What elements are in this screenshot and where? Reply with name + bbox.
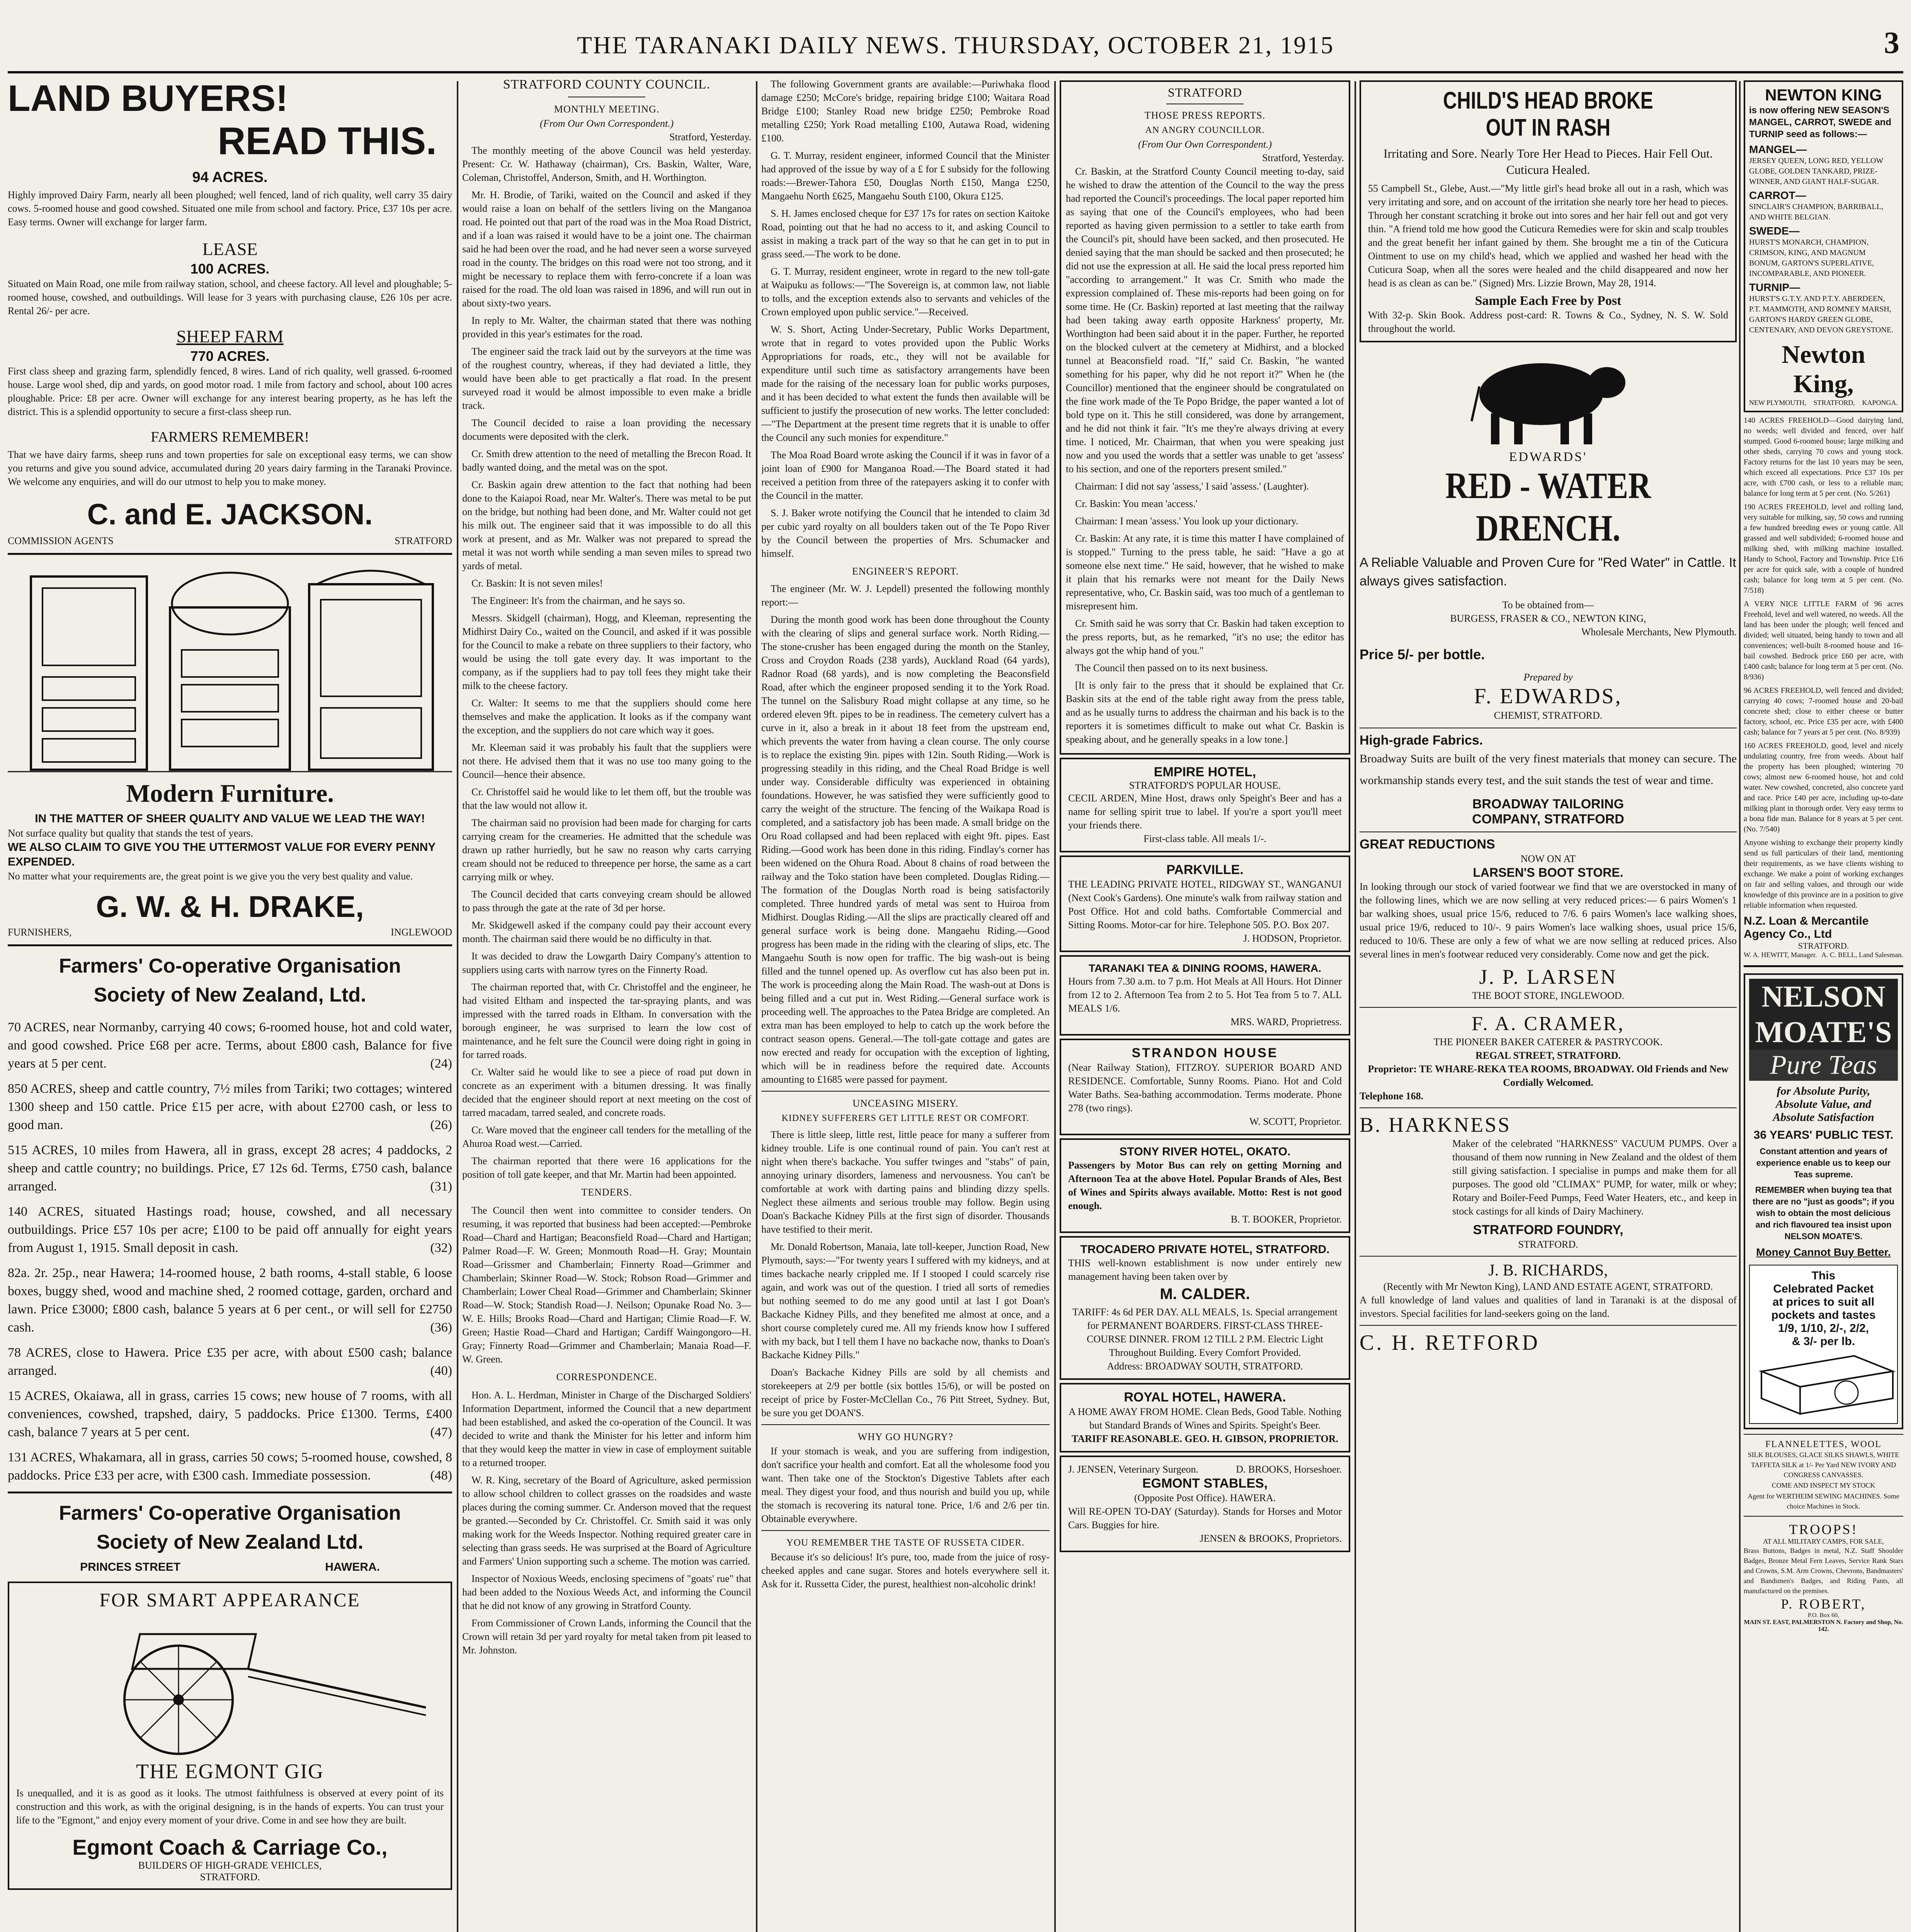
probert-box: P.O. Box 60, <box>1807 1612 1840 1619</box>
article-paragraph: S. J. Baker wrote notifying the Council that he intended to claim 3d per cubic yard royalty on all boulders taken out of the Te Popo River by the Council between the properties of Mrs. Schumacker and himself. <box>761 507 1050 559</box>
engineer-report-heading: ENGINEER'S REPORT. <box>852 566 959 577</box>
trocadero-owner: M. CALDER. <box>1160 1286 1250 1303</box>
stony-river-text: Passengers by Motor Bus can rely on getting Morning and Afternoon Tea at the above Hotel. Popular Brands of Ales, Best of Wines and Spirits always available. Motto: Rest is not good enough. <box>1068 1160 1342 1211</box>
parkville-proprietor: J. HODSON, Proprietor. <box>1243 933 1342 944</box>
packet-line: pockets and tastes <box>1771 1309 1876 1321</box>
read-this-heading: READ THIS. <box>218 119 437 163</box>
reductions-heading: GREAT REDUCTIONS <box>1360 837 1495 852</box>
taranaki-tea-text: Hours from 7.30 a.m. to 7 p.m. Hot Meals at All Hours. Hot Dinner from 12 to 2. Afternoon Tea from 2 to 5. Hot Tea from 5 to 7. ALL MEALS 1/6. <box>1068 976 1342 1014</box>
listing-number: (40) <box>430 1364 452 1378</box>
furniture-text: No matter what your requirements are, the great point is we give you the very best quality and value. <box>8 871 413 882</box>
strandon-proprietor: W. SCOTT, Proprietor. <box>1249 1116 1342 1127</box>
coop-heading: Farmers' Co-operative Organisation <box>59 955 401 977</box>
taranaki-tea-ad <box>1060 955 1350 1036</box>
lease-subheading: 100 ACRES. <box>190 261 270 277</box>
sheep-farm-text: First class sheep and grazing farm, splendidly fenced, 8 wires. Land of rich quality, well grassed. 6-roomed house. Large wool shed, dip and yards, on good motor road. 1 mile from factory and school, about 100 acres ploughable. Price: £8 per acre. Owner will exchange for any interest bearing property, as he has left the district. This is a splendid opportunity to secure a first-class sheep run. <box>8 366 452 417</box>
newspaper-title: THE TARANAKI DAILY NEWS. THURSDAY, OCTOBER 21, 1915 <box>577 31 1334 59</box>
correspondence-body <box>462 1388 751 1657</box>
article-paragraph: W. R. King, secretary of the Board of Agriculture, asked permission to allow school children to collect grasses on the roadsides and waste places during the coming summer. Cr. Anderson moved that the request be granted.—Seconded by Cr. Christoffel. Cr. Smith said it was only making work for the Weeds Inspector. Nothing required greater care in selecting than grass seeds. He was surprised at the Board of Agriculture and Farmers' Union supporting such a scheme. The motion was carried. <box>462 1475 751 1567</box>
egmont-stables-text: Will RE-OPEN TO-DAY (Saturday). Stands for Horses and Motor Cars. Buggies for hire. <box>1068 1506 1342 1531</box>
coop-heading: Farmers' Co-operative Organisation <box>59 1502 401 1524</box>
packet-panel <box>1749 1265 1898 1424</box>
newton-king-intro: is now offering NEW SEASON'S MANGEL, CARROT, SWEDE and TURNIP seed as follows:— <box>1749 105 1892 139</box>
royal-hotel-ad <box>1060 1383 1350 1452</box>
nelson-remember: REMEMBER when buying tea that there are no "just as goods"; if you wish to obtain the most delicious and rich flavoured tea insist upon NELSON MOATE'S. <box>1753 1185 1894 1241</box>
mangel-label: MANGEL— <box>1749 143 1807 155</box>
article-dateline: Stratford, Yesterday. <box>669 131 751 143</box>
fabrics-heading: High-grade Fabrics. <box>1360 733 1483 748</box>
nelson-moates-ad <box>1744 973 1903 1429</box>
coop-street: PRINCES STREET <box>80 1561 181 1573</box>
larsen-name: J. P. LARSEN <box>1479 965 1617 988</box>
article-paragraph: Cr. Baskin: It is not seven miles! <box>471 578 603 589</box>
loan-agency-farms <box>1744 415 1903 911</box>
loan-salesman: A. C. BELL, Land Salesman. <box>1821 951 1903 959</box>
egmont-gig-ad <box>8 1582 452 1890</box>
trocadero-tariff: TARIFF: 4s 6d PER DAY. ALL MEALS, 1s. Special arrangement for PERMANENT BOARDERS. FIRST-CLASS THREE-COURSE DINNER. FROM 12 TILL 2 P.M. Electric Light Throughout Building. Every Comfort Provided. <box>1072 1306 1338 1358</box>
swede-label: SWEDE— <box>1749 225 1800 237</box>
satisfaction-line: Absolute Satisfaction <box>1773 1111 1874 1124</box>
public-test-heading: 36 YEARS' PUBLIC TEST. <box>1753 1129 1894 1141</box>
trocadero-ad <box>1060 1236 1350 1380</box>
column-rule <box>1739 81 1741 1932</box>
article-paragraph: Mr. H. Brodie, of Tariki, waited on the Council and asked if they would raise a loan on behalf of the settlers living on the Manganoa road. He pointed out that part of the road was in the Moa Road District, and if a loan was raised it would have to be a joint one. The chairman said he had been over the road, and he had never seen a worse surveyed road in the county. The bridges on this road were not too strong, and it might be necessary to replace them with ferro-concrete if a loan was raised for the road. The old loan was raised in 1896, and will run out in about sixty-two years. <box>462 189 751 309</box>
listing-title: 94 ACRES. <box>192 169 268 185</box>
richards-name: J. B. RICHARDS, <box>1488 1262 1608 1279</box>
loan-agency-staff <box>1744 951 1903 959</box>
article-title: STRATFORD <box>1167 85 1242 99</box>
coop-subheading: Society of New Zealand Ltd. <box>96 1531 364 1553</box>
newton-king-signature: Newton King, <box>1782 340 1865 398</box>
taranaki-tea-name: TARANAKI TEA & DINING ROOMS, HAWERA. <box>1089 962 1321 974</box>
trocadero-name: TROCADERO PRIVATE HOTEL, STRATFORD. <box>1080 1243 1330 1256</box>
article-paragraph: Chairman: I did not say 'assess,' I said 'assess.' (Laughter). <box>1075 481 1309 492</box>
cuticura-text: 55 Campbell St., Glebe, Aust.—"My little girl's head broke all out in a rash, which was very irritating and sore, and on account of the irritation she nearly tore her head to pieces. Through her constant scratching it broke out into sores and her hair fell out and got very thin. "A friend told me how good the Cuticura Remedies were for skin and scalp troubles and the great benefit her infant gained by them. She brought me a tin of the Cuticura Ointment to use on my child's head, which we applied and washed her head with the Cuticura Soap, when all the sores were healed and the child disappeared and now her head is as clean as can be." (Signed) Mrs. Lizzie Brown, May 28, 1914. <box>1368 183 1728 289</box>
drench-text: A Reliable Valuable and Proven Cure for "Red Water" in Cattle. It always gives satisfaction. <box>1360 555 1736 588</box>
correspondence-heading: CORRESPONDENCE. <box>556 1371 657 1383</box>
listing-text: Highly improved Dairy Farm, nearly all been ploughed; well fenced, land of rich quality, well carry 35 dairy cows. 5-roomed house and good cowshed. Situated one mile from school and factory. Price, £37 10s per acre. Easy terms. Owner will exchange for larger farm. <box>8 189 452 228</box>
article-paragraph: The engineer said the track laid out by the surveyors at the time was of the roughest country, whereas, if they had deviated a little, they would have been able to get practically a flat road. In the present surveyed road it would be almost impossible to even make a bridle track. <box>462 346 751 411</box>
jackson-occupation: COMMISSION AGENTS <box>8 535 114 546</box>
russeta-paragraph: Because it's so delicious! It's pure, too, made from the juice of rosy-cheeked apples and cane sugar. Stores and hotels everywhere sell it. Ask for it. Russetta Cider, the purest, healthiest non-alcoholic drink! <box>761 1551 1050 1590</box>
listing-text: 82a. 2r. 25p., near Hawera; 14-roomed house, 2 bath rooms, 4-stall stable, 6 loose boxes, buggy shed, wood and machine shed, 2 roomed cottage, garden, orchard and lawn. Price £3000; £800 cash, balance 5 years at 6 per cent., or will sell for £2750 cash. <box>8 1266 452 1335</box>
troops-heading: TROOPS! <box>1789 1522 1858 1537</box>
article-paragraph: The Moa Road Board wrote asking the Council if it was in favor of a joint loan of £900 for Manganoa Road.—The Board stated it had received a petition from three of the ratepayers asking it to confer with the Council in the matter. <box>761 449 1050 501</box>
why-hungry-paragraph: If your stomach is weak, and you are suffering from indigestion, don't sacrifice your health and comfort. Eat all the wholesome food you want. Then take one of the Stockton's Digestive Tablets after each meal. They digest your food, and thus nourish and build you up, while the stomach is recovering its natural tone. Price, 1/6 and 2/6 per tin. Obtainable everywhere. <box>761 1446 1050 1524</box>
egmont-stables-owners <box>1068 1463 1342 1476</box>
probert-name: P. ROBERT, <box>1781 1596 1866 1612</box>
article-paragraph: Cr. Smith said he was sorry that Cr. Baskin had taken exception to the press reports, but, as he remarked, "it's no use; the editor has always got the whip hand of you." <box>1066 618 1344 656</box>
newton-king-heading: NEWTON KING <box>1765 86 1882 104</box>
listing-number: (36) <box>430 1320 452 1335</box>
listing-item <box>8 1387 452 1441</box>
flannelettes-text: SILK BLOUSES, GLACE SILKS SHAWLS, WHITE TAFFETA SILK at 1/- Per Yard NEW IVORY AND CONGRESS CANVASSES. <box>1748 1451 1899 1479</box>
article-paragraph: The monthly meeting of the above Council was held yesterday. Present: Cr. W. Hathaway (chairman), Crs. Baskin, Walter, Ware, Coleman, Christoffel, Anderson, Smith, and H. Worthington. <box>462 145 751 183</box>
furniture-heading: Modern Furniture. <box>126 779 334 808</box>
stratford-article <box>1060 80 1350 755</box>
cramer-sub: THE PIONEER BAKER CATERER & PASTRYCOOK. <box>1433 1036 1663 1048</box>
listing-number: (47) <box>430 1425 452 1439</box>
article-paragraph: Cr. Baskin: At any rate, it is time this matter I have complained of is stopped." Turning to the press table, he said: "Have a go at someone else next time." He said, however, that he wished to make it plain that his remarks were not meant for the Daily News representative, who, Cr. Baskin said, was too much of a gentleman to misrepresent him. <box>1066 533 1344 612</box>
farm-listing: 140 ACRES FREEHOLD—Good dairying land, no weeds; well divided and fenced, over half stumped. Good 6-roomed house; large milking and other sheds, carrying 70 cows and young stock. Factory returns for the last 10 years may be seen, which exceed all expectations. Price £37 10s per acre, with £700 cash, or less to a reliable man; balance for long term at 5 per cent. (No. 5/261) <box>1744 416 1903 498</box>
land-buyers-ad <box>8 77 452 547</box>
listing-item <box>8 1080 452 1134</box>
edwards-name: F. EDWARDS, <box>1474 684 1622 708</box>
newton-king-branches <box>1749 399 1898 407</box>
article-subtitle-2: AN ANGRY COUNCILLOR. <box>1145 125 1265 135</box>
richards-text: A full knowledge of land values and qualities of land in Taranaki is at the disposal of investors. Special facilities for land-seekers going on the land. <box>1360 1294 1737 1319</box>
article-paragraph: The Council then passed on to its next business. <box>1075 662 1268 673</box>
article-paragraph: The Council decided to raise a loan providing the necessary documents were deposited with the clerk. <box>462 417 751 442</box>
cuticura-heading-2: OUT IN RASH <box>1486 114 1611 141</box>
empire-hotel-meals: First-class table. All meals 1/-. <box>1144 833 1266 844</box>
royal-hotel-name: ROYAL HOTEL, HAWERA. <box>1124 1390 1286 1405</box>
unceasing-misery-subheading: KIDNEY SUFFERERS GET LITTLE REST OR COMFORT. <box>781 1113 1030 1123</box>
drake-name: G. W. & H. DRAKE, <box>96 889 364 923</box>
red-water-heading: RED - WATER <box>1445 465 1651 506</box>
cuticura-subheading: Irritating and Sore. Nearly Tore Her Head to Pieces. Hair Fell Out. Cuticura Healed. <box>1383 146 1713 177</box>
strandon-house-ad <box>1060 1039 1350 1135</box>
article-paragraph: There is little sleep, little rest, little peace for many a sufferer from kidney trouble. Life is one continual round of pain. You can't rest at night when there's backache. You suffer twinges and "stabs" of pain, annoying urinary disorders, lameness and nervousness. You can't be comfortable at work with darting pains and blinding dizzy spells. Neglect these ailments and serious trouble may follow. Begin using Doan's Backache Kidney Pills at the first sign of disorder. Thousands have testified to their merit. <box>761 1129 1050 1235</box>
listing-number: (48) <box>430 1468 452 1483</box>
listing-text: 78 ACRES, close to Hawera. Price £35 per acre, with about £500 cash; balance arranged. <box>8 1345 452 1378</box>
mangel-text: JERSEY QUEEN, LONG RED, YELLOW GLOBE, GOLDEN TANKARD, PRIZE-WINNER, AND GIANT HALF-SUGAR. <box>1749 156 1884 186</box>
cramer-address: REGAL STREET, STRATFORD. <box>1475 1050 1621 1061</box>
article-paragraph: Cr. Walter said he would like to see a piece of road put down in concrete as an experiment with a bitumen dressing. It was finally decided that the engineer should report at next meeting on the cost of tarred macadam, tarred sealed, and concrete roads. <box>462 1066 751 1118</box>
egmont-stables-name: EGMONT STABLES, <box>1142 1476 1268 1491</box>
egmont-stables-sub: (Opposite Post Office). HAWERA. <box>1134 1492 1276 1503</box>
listing-text: 850 ACRES, sheep and cattle country, 7½ miles from Tariki; two cottages; wintered 1300 sheep and 150 cattle. Price £15 per acre, with about £2700 cash, or less to good man. <box>8 1082 452 1132</box>
listing-text: 515 ACRES, 10 miles from Hawera, all in grass, except 28 acres; 4 paddocks, 2 sheep and cattle country; no buildings. Price, £7 12s 6d. Terms, £750 cash, balance arranged. <box>8 1143 452 1194</box>
packet-line: at prices to suit all <box>1772 1296 1875 1308</box>
sheep-farm-subheading: 770 ACRES. <box>190 348 270 364</box>
farm-listing: 96 ACRES FREEHOLD, well fenced and divided; carrying 40 cows; 7-roomed house and 20-bail concrete shed; close to either cheese or butter factory, school, etc. Price £35 per acre, with £400 cash; balance for 7 years at 5 per cent. (No. 8/939) <box>1744 686 1903 736</box>
article-paragraph: The following Government grants are available:—Puriwhaka flood damage £250; McCore's bridge, repairing bridge £100; Waitara Road Bridge £100; Stanley Road new bridge £250; Pembroke Road metalling £250; York Road metalling £100, Autawa Road, widening £100. <box>761 78 1050 144</box>
article-paragraph: The Council decided that carts conveying cream should be allowed to pass through the gate at the rate of 3d per horse. <box>462 889 751 913</box>
article-paragraph: S. H. James enclosed cheque for £37 17s for rates on section Kaitoke Road, pointing out that he had no access to it, and asking Council to assist in making a track part of the way so that he can get in to put in grass seed.—The work to be done. <box>761 208 1050 260</box>
turnip-text: HURST'S G.T.Y. AND P.T.Y. ABERDEEN, P.T. MAMMOTH, AND ROMNEY MARSH, GARTON'S HARDY GREEN GLOBE, CENTENARY, AND DEVON GREYSTONE. <box>1749 294 1894 334</box>
column-rule <box>756 81 757 1932</box>
farm-listing: 160 ACRES FREEHOLD, good, level and nicely undulating country, free from weeds. About half the property has been ploughed; wintering 70 cows; almost new 6-roomed house, hot and cold water. New cowshed, concreted, also concrete yard and race. Price £40 per acre, including up-to-date milking plant in thorough order. Very easy terms to a bona fide man. Balance for 8 years at 5 per cent. (No. 7/540) <box>1744 742 1903 833</box>
parkville-text: THE LEADING PRIVATE HOTEL, RIDGWAY ST., WANGANUI (Next Cook's Gardens). One minute's walk from railway station and Post Office. Hot and cold baths. Comfortable Commercial and Sitting Rooms. Motor-car for hire. Telephone 505. P.O. Box 207. <box>1068 879 1342 930</box>
article-paragraph: Hon. A. L. Herdman, Minister in Charge of the Discharged Soldiers' Information Department, informed the Council that a new department had been established, and asked the co-operation of the Council. It was decided to write and thank the Minister for his letter and inform him that they would keep the matter in view in case of employment suitable to a returned trooper. <box>462 1389 751 1468</box>
farmers-remember-heading: FARMERS REMEMBER! <box>151 429 309 445</box>
furniture-line: Not surface quality but quality that stands the test of years. <box>8 827 254 839</box>
article-paragraph: The Engineer: It's from the chairman, and he says so. <box>471 595 685 606</box>
flannelettes-ad <box>1744 1439 1903 1511</box>
article-dateline: Stratford, Yesterday. <box>1262 152 1344 163</box>
foundry-name: STRATFORD FOUNDRY, <box>1473 1223 1623 1237</box>
article-paragraph: Chairman: I mean 'assess.' You look up your dictionary. <box>1075 515 1298 527</box>
lease-text: Situated on Main Road, one mile from railway station, school, and cheese factory. All level and ploughable; 5-roomed house, cowshed, and outbuildings. Will lease for 3 years with purchasing clause, £26 10s per acre. Rental 26/- per acre. <box>8 278 452 316</box>
strandon-text: (Near Railway Station), FITZROY. SUPERIOR BOARD AND RESIDENCE. Comfortable, Sunny Rooms. Piano. Hot and Cold Water Baths. Sea-bathing accommodation. Terms moderate. Phone 278 (two rings). <box>1068 1062 1342 1114</box>
flannelettes-heading: FLANNELETTES, WOOL <box>1765 1439 1882 1449</box>
branch-stratford: STRATFORD, <box>1813 399 1855 406</box>
page-number: 3 <box>1884 26 1899 60</box>
strandon-name: STRANDON HOUSE <box>1132 1046 1278 1060</box>
unceasing-misery-heading: UNCEASING MISERY. <box>853 1098 958 1109</box>
article-paragraph: The chairman reported that there were 16 applications for the position of toll gate keeper, and that Mr. Martin had been appointed. <box>462 1155 751 1180</box>
article-paragraph: In reply to Mr. Walter, the chairman stated that there was nothing provided in this year's estimates for the road. <box>462 315 751 340</box>
parkville-name: PARKVILLE. <box>1166 862 1244 877</box>
royal-hotel-text: A HOME AWAY FROM HOME. Clean Beds, Good Table. Nothing but Standard Brands of Wines and Spirits. Speight's Beer. <box>1069 1406 1341 1431</box>
packet-prices-2: & 3/- per lb. <box>1792 1335 1855 1348</box>
column-1 <box>8 77 452 1932</box>
furniture-slogan: IN THE MATTER OF SHEER QUALITY AND VALUE WE LEAD THE WAY! <box>35 812 425 825</box>
listing-item <box>8 1344 452 1380</box>
farmers-remember-text: That we have dairy farms, sheep runs and town properties for sale on exceptional easy terms, we can show you returns and give you sound advice, accumulated during 20 years dairy farming in the Taranaki Province. We welcome any enquiries, and will do our utmost to help you to make money. <box>8 449 452 487</box>
listing-item <box>8 1141 452 1196</box>
trocadero-address: Address: BROADWAY SOUTH, STRATFORD. <box>1107 1361 1303 1372</box>
stony-river-ad <box>1060 1138 1350 1233</box>
listing-text: 140 ACRES, situated Hastings road; house, cowshed, and all necessary outbuildings. Price £57 10s per acre; £100 to be paid off annually for eight years from August 1, 1915. Small deposit in cash. <box>8 1204 452 1255</box>
larsen-store: LARSEN'S BOOT STORE. <box>1473 866 1623 879</box>
listing-item <box>8 1018 452 1073</box>
packet-line: Celebrated Packet <box>1773 1282 1874 1295</box>
nelson-money: Money Cannot Buy Better. <box>1756 1246 1891 1258</box>
gig-illustration <box>16 1611 441 1758</box>
article-paragraph: [It is only fair to the press that it should be explained that Cr. Baskin sits at the end of the table right away from the press table, and as he usually turns to address the chairman and his back is to the reporters it is sometimes difficult to make out what Cr. Baskin is speaking about, and he generally speaks in a low tone.] <box>1066 680 1344 745</box>
edwards-chemist: CHEMIST, STRATFORD. <box>1494 710 1603 721</box>
russeta-heading: YOU REMEMBER THE TASTE OF RUSSETA CIDER. <box>786 1537 1025 1548</box>
article-paragraph: Mr. Kleeman said it was probably his fault that the suppliers were not there. He advised them that it was no use too many going to the Council—hence their absence. <box>462 742 751 780</box>
empire-hotel-ad <box>1060 758 1350 852</box>
packet-prices: 1/9, 1/10, 2/-, 2/2, <box>1778 1322 1869 1335</box>
doans-pills-text <box>761 1128 1050 1420</box>
royal-hotel-proprietor: TARIFF REASONABLE. GEO. H. GIBSON, PROPRIETOR. <box>1071 1433 1339 1444</box>
jackson-footer <box>8 535 452 547</box>
carrot-text: SINCLAIR'S CHAMPION, BARRIBALL, AND WHITE BELGIAN. <box>1749 202 1883 221</box>
article-paragraph: G. T. Murray, resident engineer, informed Council that the Minister had approved of the issue by way of a £ for £ subsidy for the following roads:—Brewer-Tahora £50, Douglas North £150, Manga £250, Mangaehu North £625, Mangaehu South £100, Okura £125. <box>761 150 1050 202</box>
column-rule <box>457 81 458 1932</box>
drake-furniture-ad <box>8 561 452 938</box>
egmont-vet: J. JENSEN, Veterinary Surgeon. <box>1068 1464 1199 1475</box>
reductions-text: In looking through our stock of varied footwear we find that we are overstocked in many of the following lines, which we are now selling at very reduced prices:— 6 pairs Women's 1 bar walking shoes, usual price 15/6, reduced to 7/6. 6 pairs Women's lace walking shoes, usual price 19/6, reduced to 10/-. 9 pairs Women's lace walking shoes, usual price 15/6, reduced to 10/6. These are only a few of what we are now selling at reduced prices. Also several lines in men's footwear reduced very considerably. Come now and get the pick. <box>1360 881 1737 960</box>
carrot-label: CARROT— <box>1749 189 1806 201</box>
column-4 <box>1060 77 1350 1932</box>
cramer-name: F. A. CRAMER, <box>1471 1013 1625 1035</box>
newton-king-ad <box>1744 80 1903 412</box>
cuticura-heading: CHILD'S HEAD BROKE <box>1443 87 1653 114</box>
farmers-coop-ad-1 <box>8 952 452 1485</box>
drench-obtain: To be obtained from— <box>1502 599 1594 611</box>
flannelettes-inspect: COME AND INSPECT MY STOCK <box>1771 1481 1875 1489</box>
parkville-ad <box>1060 855 1350 952</box>
jackson-town: STRATFORD <box>395 535 452 546</box>
article-paragraph: From Commissioner of Crown Lands, informing the Council that the Crown will retain 3d per yard royalty for metal taken from pit leased to Mr. Johnston. <box>462 1617 751 1656</box>
article-byline: (From Our Own Correspondent.) <box>539 118 674 129</box>
article-paragraph: G. T. Murray, resident engineer, wrote in regard to the new toll-gate at Waipuku as follows:—"The Sovereign is, at common law, not liable to tolls, and the exception extends also to servants and vehicles of the Crown employed upon public service."—Received. <box>761 266 1050 318</box>
harkness-text: Maker of the celebrated "HARKNESS" VACUUM PUMPS. Over a thousand of them now running in New Zealand and the oldest of them still giving satisfaction. I specialise in pumps and make them for all purposes. The good old "CLIMAX" PUMP, for water, milk or whey; Rotary and Boiler-Feed Pumps, Feed Water Heaters, etc., and keep in stock castings for all kinds of Dairy Machinery. <box>1452 1138 1737 1217</box>
why-hungry-heading: WHY GO HUNGRY? <box>858 1431 953 1442</box>
gig-title: THE EGMONT GIG <box>136 1760 324 1783</box>
listing-item <box>8 1202 452 1257</box>
value-line: Absolute Value, and <box>1775 1098 1872 1111</box>
drake-footer <box>8 927 452 938</box>
cramer-text: Proprietor: TE WHARE-REKA TEA ROOMS, BROADWAY. Old Friends and New Cordially Welcomed. <box>1368 1063 1729 1088</box>
jackson-name: C. and E. JACKSON. <box>87 498 373 531</box>
flannelettes-agent: Agent for WERTHEIM SEWING MACHINES. Some choice Machines in Stock. <box>1748 1492 1899 1510</box>
egmont-horseshoer: D. BROOKS, Horseshoer. <box>1236 1464 1342 1475</box>
article-paragraph: The chairman said no provision had been made for charging for carts carrying cream for the creameries. He admitted that the schedule was drawn up rather hurriedly, but he saw no reason why carts carrying cream should not be reduced to threepence per horse, the same as a cart carrying milk or whey. <box>462 817 751 883</box>
coop-town: HAWERA. <box>325 1561 380 1573</box>
loan-agency-name: N.Z. Loan & Mercantile Agency Co., Ltd <box>1744 915 1869 940</box>
coop-listings <box>8 1018 452 1485</box>
drench-obtain-names: BURGESS, FRASER & CO., NEWTON KING, <box>1450 613 1646 624</box>
column-6 <box>1744 77 1903 1932</box>
article-paragraph: Messrs. Skidgell (chairman), Hogg, and Kleeman, representing the Midhirst Dairy Co., waited on the Council, and asked if it was possible for the Council to make a rebate on three suppliers to their factory, who would be using the toll gate every day. It was important to the company, as if the suppliers had to pay toll fees they might take their milk to the cheese factory. <box>462 612 751 691</box>
article-paragraph: The engineer (Mr. W. J. Lepdell) presented the following monthly report:— <box>761 583 1050 608</box>
harkness-name: B. HARKNESS <box>1360 1113 1511 1136</box>
farmers-coop-ad-2 <box>8 1500 452 1574</box>
loan-manager: W. A. HEWITT, Manager. <box>1744 951 1817 959</box>
why-hungry-text <box>761 1444 1050 1526</box>
article-paragraph: Cr. Baskin, at the Stratford County Council meeting to-day, said he wished to draw the attention of the Council to the way the press had reported the Council's proceedings. The local paper reported him as saying that one of the Council's employees, who had been reported as having given permission to a settler to take earth from the Council's pit, should have been sacked, and then prosecuted. He denied saying that the man should be sacked and then prosecuted; he did not use the expression at all. He said the local press reported him "according to arrangement." It was Cr. Smith who made the expression complained of. These mis-reports had been going on for some time. He (Cr. Baskin) reported at last meeting that the railway had been taking away earth opposite Harkness' property, Mr. Worthington had been said about it in the paper. Further, he reported on the blocked culvert at the cemetery at Midhirst, and a blocked tunnel at Beaconsfield road. "If," said Cr. Baskin, "he wanted something for his paper, why did he not report it?" When he (the Councillor) mentioned that the engineer should be congratulated on the fine work made of the Te Popo Bridge, the paper wanted a lot of bold type on it. This he still considered, was done by arrangement, and he did not think it fair. "It's me they're always driving at every time. I noticed, Mr. Chairman, that when you were speaking just now and you used the words that a settler was unable to get 'assess' to his section, and one of the reporters present smiled." <box>1066 166 1344 474</box>
article-paragraph: It was decided to draw the Lowgarth Dairy Company's attention to suppliers using carts with narrow tyres on the Finnerty Road. <box>462 951 751 975</box>
press-reports-body <box>1066 165 1344 746</box>
stony-river-proprietor: B. T. BOOKER, Proprietor. <box>1230 1214 1342 1225</box>
article-paragraph: Mr. Skidgewell asked if the company could pay their account every month. The chairman said there would be no difficulty in that. <box>462 920 751 944</box>
probert-address: MAIN ST. EAST, PALMERSTON N. Factory and Shop, No. 142. <box>1744 1619 1903 1633</box>
gig-heading: FOR SMART APPEARANCE <box>99 1589 361 1611</box>
column-2 <box>462 77 751 1932</box>
richards-sub: (Recently with Mr Newton King), LAND AND ESTATE AGENT, STRATFORD. <box>1383 1281 1713 1292</box>
troops-ad <box>1744 1521 1903 1633</box>
empire-hotel-name: EMPIRE HOTEL, <box>1154 765 1256 779</box>
egmont-coach-name: Egmont Coach & Carriage Co., <box>72 1835 388 1859</box>
drench-price: Price 5/- per bottle. <box>1360 646 1485 662</box>
tenders-heading: TENDERS. <box>581 1187 632 1198</box>
egmont-coach-sub: BUILDERS OF HIGH-GRADE VEHICLES, <box>138 1860 322 1871</box>
reductions-sub: NOW ON AT <box>1520 853 1576 864</box>
council-article-continued <box>761 77 1050 560</box>
article-paragraph: Cr. Walter: It seems to me that the suppliers should come here themselves and make the application. It looks as if the company want the exception, and the suppliers do not care which way it goes. <box>462 697 751 736</box>
listing-text: 131 ACRES, Whakamara, all in grass, carries 50 cows; 5-roomed house, cowshed, 8 paddocks. Price £33 per acre, with £300 cash. Immediate possession. <box>8 1450 452 1483</box>
article-subtitle: THOSE PRESS REPORTS. <box>1144 110 1266 121</box>
drench-prepared: Prepared by <box>1523 672 1573 683</box>
branch-kaponga: KAPONGA. <box>1862 399 1898 406</box>
edwards-label: EDWARDS' <box>1509 450 1588 464</box>
packet-line: This <box>1811 1269 1836 1282</box>
russeta-text <box>761 1550 1050 1591</box>
article-paragraph: Cr. Smith drew attention to the need of metalling the Brecon Road. It badly wanted doing, and the metal was on the spot. <box>462 448 751 473</box>
loan-agency-town: STRATFORD. <box>1798 941 1849 951</box>
tea-packet-illustration <box>1754 1348 1901 1418</box>
stony-river-name: STONY RIVER HOTEL, OKATO. <box>1119 1145 1291 1158</box>
furniture-illustration <box>8 561 452 777</box>
branch-new-plymouth: NEW PLYMOUTH, <box>1749 399 1806 406</box>
engineer-report-body <box>761 582 1050 1086</box>
listing-item <box>8 1264 452 1337</box>
tenders-text <box>462 1204 751 1366</box>
listing-number: (32) <box>430 1241 452 1255</box>
listing-number: (26) <box>430 1118 452 1132</box>
listing-number: (31) <box>430 1179 452 1194</box>
tenders-paragraph: The Council then went into committee to consider tenders. On resuming, it was reported that business had been accepted:—Pembroke Road—Chard and Hartigan; Beaconsfield Road—Chard and Hartigan; Palmer Road—F. W. Green; Monmouth Road—H. Gray; Mountain Road—Grissmer and Chamberlain; Finnerty Road—Grimmer and Chamberlain; Skinner Road—W. Stock; Robson Road—Grimmer and Chamberlain; Lower Cheal Road—Grimmer and Chamberlain; Skinner Road—W. Stock; Standish Road—J. Neilson; Opunake Road No. 3—W. E. Hills; Brooks Road—Chard and Hartigan; Climie Road—F. W. Green; Hastie Road—Chard and Hartigan; Cardiff Waingongoro—H. Gray; Finnerty Road—Grimmer and Chamberlain; Manaia Road—F. W. Green. <box>462 1205 751 1365</box>
troops-sub: AT ALL MILITARY CAMPS, FOR SALE, <box>1763 1537 1884 1545</box>
nelson-heading: NELSON <box>1749 979 1898 1014</box>
cramer-telephone: Telephone 168. <box>1360 1090 1424 1102</box>
empire-hotel-text: CECIL ARDEN, Mine Host, draws only Speight's Beer and has a name for selling spirit true to label. If you're a sport you'll meet your friends there. <box>1068 793 1342 831</box>
cuticura-free-text: With 32-p. Skin Book. Address post-card: R. Towns & Co., Sydney, N. S. W. Sold throughout the world. <box>1368 310 1728 334</box>
article-paragraph: The chairman reported that, with Cr. Christoffel and the engineer, he had visited Eltham and inspected the tar-spraying plants, and was impressed with the tarred roads in Eltham. In conversation with the borough engineer, he was surprised to learn the low cost of maintenance, and he felt sure the Council were doing right in going in for tarred roads. <box>462 981 751 1060</box>
listing-text: 70 ACRES, near Normanby, carrying 40 cows; 6-roomed house, hot and cold water, and good cowshed. Price £68 per acre. Terms, about £800 cash, Balance for five years at 5 per cent. <box>8 1020 452 1071</box>
article-paragraph: Inspector of Noxious Weeds, enclosing specimens of "goats' rue" that had been added to the Noxious Weeds Act, and informing the Council that he did not know of any growing in Stratford County. <box>462 1573 751 1611</box>
article-paragraph: Cr. Baskin again drew attention to the fact that nothing had been done to the Kaiapoi Road, near Mr. Walter's. There was metal to be put on the bridge, but nothing had been done, and Mr. Walter could not get his milk out. The engineer said that it was impossible to do all this work at present, and as Mr. Walker was not prepared to spread the metal it was not worth while sending a man seven miles to spread two yards of metal. <box>462 479 751 571</box>
sheep-farm-heading: SHEEP FARM <box>176 327 284 346</box>
fabrics-text: Broadway Suits are built of the very finest materials that money can secure. The workmanship stands every test, and the suit stands the test of wear and time. <box>1360 752 1737 787</box>
retford-name: C. H. RETFORD <box>1360 1331 1540 1355</box>
column-3 <box>761 77 1050 1932</box>
moates-heading: MOATE'S <box>1749 1014 1898 1050</box>
drake-town: INGLEWOOD <box>391 927 452 938</box>
article-title: STRATFORD COUNTY COUNCIL. <box>503 77 711 92</box>
listing-text: 15 ACRES, Okaiawa, all in grass, carries 15 cows; new house of 7 rooms, with all conveniences, cowshed, trapshed, dairy, 5 paddocks. Price £1300. Terms, £400 cash, balance 7 years at 5 per cent. <box>8 1389 452 1439</box>
article-subtitle: MONTHLY MEETING. <box>554 104 660 115</box>
article-paragraph: Doan's Backache Kidney Pills are sold by all chemists and storekeepers at 2/9 per bottle (six bottles 15/6), or will be posted on receipt of price by Foster-McClellan Co., 76 Pitt Street, Sydney. But, be sure you get DOAN'S. <box>761 1367 1050 1418</box>
article-byline: (From Our Own Correspondent.) <box>1138 139 1272 150</box>
broadway-name: BROADWAY TAILORING <box>1472 797 1624 811</box>
troops-text: Brass Buttons, Badges in metal, N.Z. Staff Shoulder Badges, Bronze Metal Fern Leaves, Service Rank Stars and Crowns, S.M. Arm Crowns, Chevrons, Bandmasters' and Bandsmen's Badges, and Riding Pants, all manufactured on the premises. <box>1744 1547 1903 1595</box>
farm-listing: Anyone wishing to exchange their property kindly send us full particulars of their land, mentioning their requirements, as we have clients wishing to exchange. We make a point of working exchanges on fair and selling values, and through our wide knowledge of this province are in a position to give reliable information when requested. <box>1744 838 1903 910</box>
furniture-claim: WE ALSO CLAIM TO GIVE YOU THE UTTERMOST VALUE FOR EVERY PENNY EXPENDED. <box>8 841 436 868</box>
coop-subheading: Society of New Zealand, Ltd. <box>94 984 366 1006</box>
turnip-label: TURNIP— <box>1749 281 1800 293</box>
land-buyers-heading: LAND BUYERS! <box>8 78 288 119</box>
masthead <box>8 8 1903 73</box>
council-article-body <box>462 144 751 1181</box>
article-paragraph: During the month good work has been done throughout the County with the clearing of slips and general surface work. North Riding.—The stone-crusher has been engaged during the month on the Stanley, Cross and Croydon Roads (238 yards), Auckland Road (64 yards), Radnor Road (68 yards), and is now completing the Beaconsfield Road, after which the engineer proposed sending it to the York Road. The tunnel on the Salisbury Road might collapse at any time, so he ordered eleven 9ft. pipes to be in readiness. The cemetery culvert has a curve in it, also a break in it about 18 feet from the upstream end, which prevents the water from having a clean course. The only course is to replace the existing 9in. pipes with 12in. South Riding.—Work is progressing steadily in this riding, and the Cheal Road Bridge is well under way. Considerable difficulty was experienced in obtaining foundations. However, he was satisfied they were sufficiently good to carry the weight of the structure. The fencing of the Waikapa Road is completed, and a satisfactory job has been made. A small bridge on the Oru Road collapsed and had been replaced with eight 9ft. pipes. East Riding.—Good work has been done in this riding. Findlay's corner has been widened on the Ohura Road. About 8 chains of road between the railway and the Toko station have been completed. Douglas Riding.—The formation of the Douglas North road is being satisfactorily completed. Three hundred yards of metal was sent to Huiroa from Midhirst. Douglas Riding.—All the slips are practically cleared off and general surface work is being done. Mangaehu Riding.—Good progress has been made in the riding with the clearing of slips, etc. The Mangaehu South is now open for traffic. The big wash-out is being filled and the tunnel opened up. As overflow cut has also been put in. The work is proceeding along the Main Road. The wash-out at Dons is being filled and a cut put in. West Riding.—General surface work is proceeding well. The approaches to the Patea Bridge are completed. An extra man has been employed to help to catch up the work before the contract season opens. General.—The toll-gate cottage and gates are now erected and ready for occupation with the exception of lighting, which will be in readiness before the required date. Accounts amounting to £1685 were passed for payment. <box>761 614 1050 1085</box>
drake-trade: FURNISHERS, <box>8 927 72 938</box>
egmont-stables-ad <box>1060 1456 1350 1552</box>
foundry-town: STRATFORD. <box>1518 1239 1578 1250</box>
article-paragraph: W. S. Short, Acting Under-Secretary, Public Works Department, wrote that in regard to votes provided upon the Public Works Appropriations for roads, etc., they will not be available for expenditure until such time as satisfactory arrangements have been made for the raising of the necessary loan for public works purposes, and it has been decided to what extent the funds then available will be sufficient to justify the prosecution of new works. The letter concluded:—"The Department at the present time regrets that it is unable to offer the Council any such monies for expenditure." <box>761 324 1050 443</box>
coop-address <box>8 1561 452 1574</box>
listing-item <box>8 1448 452 1485</box>
farm-listing: 190 ACRES FREEHOLD, level and rolling land, very suitable for milking, say, 50 cows and running a few hundred breeding ewes or young cattle. All grassed and well subdivided; 6-roomed house and milking shed, with milking machine installed. Handy to School, Factory and Township. Price £16 per acre for quick sale, with a couple of hundred cash; balance for long term at 5 per cent. (No. 7/518) <box>1744 503 1903 595</box>
listing-number: (24) <box>430 1056 452 1071</box>
column-rule <box>1054 81 1056 1932</box>
egmont-coach-town: STRATFORD. <box>200 1871 260 1883</box>
pure-teas-heading: Pure Teas <box>1749 1050 1898 1081</box>
lease-heading: LEASE <box>202 239 258 259</box>
nelson-constant: Constant attention and years of experience enable us to keep our Teas supreme. <box>1756 1146 1891 1179</box>
drench-heading: DRENCH. <box>1475 507 1620 549</box>
trocadero-text: THIS well-known establishment is now under entirely new management having been taken over by <box>1068 1257 1342 1282</box>
cuticura-free-sample: Sample Each Free by Post <box>1475 294 1622 308</box>
purity-line: for Absolute Purity, <box>1777 1085 1870 1097</box>
article-paragraph: Mr. Donald Robertson, Manaia, late toll-keeper, Junction Road, New Plymouth, says:—"For twenty years I suffered with my kidneys, and at times backache nearly crippled me. If I stooped I could scarcely rise again, and work was out of the question. I tried all sorts of remedies but nothing seemed to do me any good until at last I got Doan's Backache Kidney Pills, and they benefited me almost at once, and a short course completely cured me. All my friends know how I suffered with my back, but I tell them I have no backache now, thanks to Doan's Backache Kidney Pills." <box>761 1241 1050 1361</box>
swede-text: HURST'S MONARCH, CHAMPION, CRIMSON, KING, AND MAGNUM BONUM, GARTON'S SUPERLATIVE, INCOMPARABLE, AND PIONEER. <box>1749 238 1874 278</box>
broadway-name-2: COMPANY, STRATFORD <box>1472 812 1624 827</box>
egmont-stables-proprietors: JENSEN & BROOKS, Proprietors. <box>1200 1533 1342 1544</box>
article-paragraph: Cr. Ware moved that the engineer call tenders for the metalling of the Ahuroa Road west.—Carried. <box>462 1124 751 1149</box>
larsen-sub: THE BOOT STORE, INGLEWOOD. <box>1472 990 1625 1001</box>
drench-wholesale: Wholesale Merchants, New Plymouth. <box>1581 626 1737 638</box>
article-paragraph: Cr. Baskin: You mean 'access.' <box>1075 498 1198 509</box>
empire-hotel-sub: STRATFORD'S POPULAR HOUSE. <box>1129 780 1281 791</box>
gig-text: Is unequalled, and it is as good as it looks. The utmost faithfulness is observed at every point of its construction and this work, as with the original designing, is in the hands of experts. You can trust your life to the "Egmont," and enjoy every moment of your drive. Come in and see how they are built. <box>16 1787 444 1826</box>
farm-listing: A VERY NICE LITTLE FARM of 96 acres Freehold, level and well watered, no weeds. All the land has been under the plough; well fenced and divided; well situated, being handy to town and all conveniences; well-built 8-roomed house and 16-bail cowshed. Bedrock price £60 per acre, with £400 cash; balance for long term at 5 per cent. (No. 8/936) <box>1744 600 1903 681</box>
column-rule <box>1355 81 1356 1932</box>
article-paragraph: Cr. Christoffel said he would like to let them off, but the trouble was that the law would not allow it. <box>462 786 751 811</box>
taranaki-tea-proprietor: MRS. WARD, Proprietress. <box>1230 1016 1342 1027</box>
